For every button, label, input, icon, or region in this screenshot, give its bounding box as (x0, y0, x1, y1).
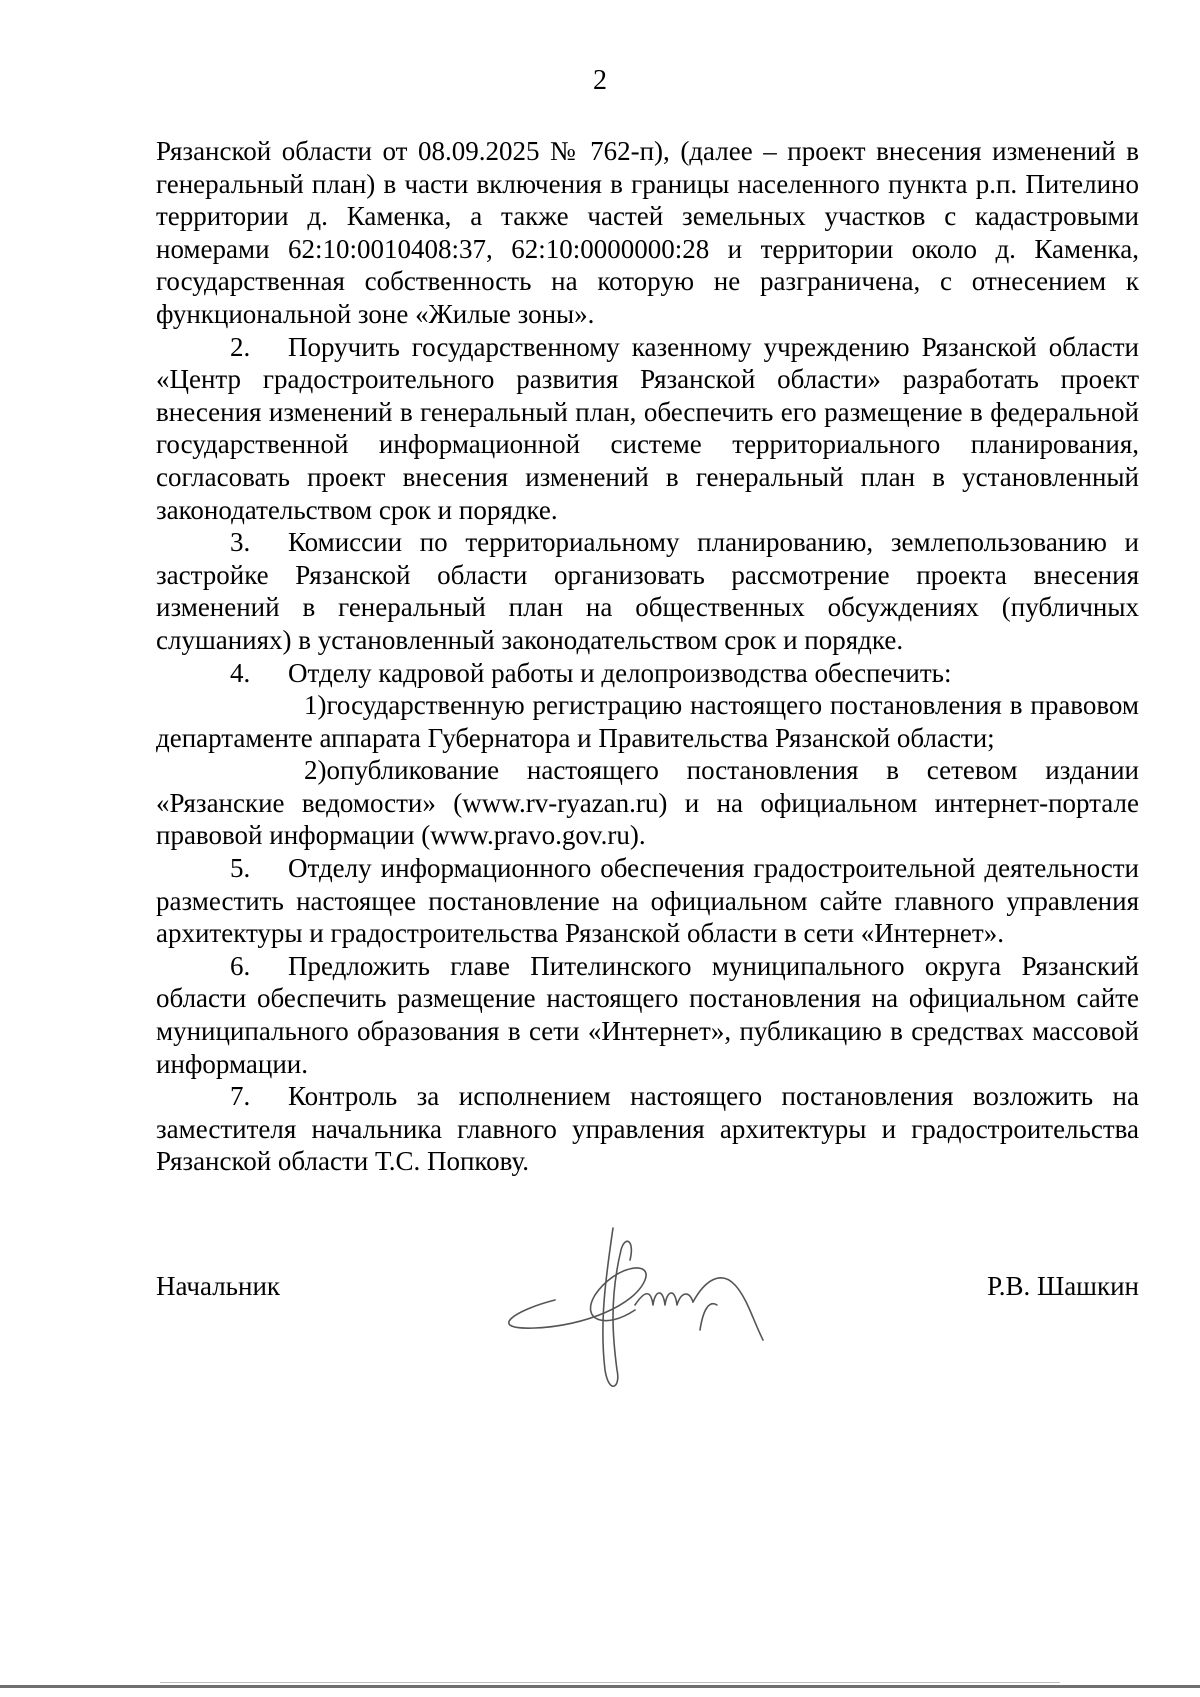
paragraph-text: Рязанской области от 08.09.2025 № 762-п), (далее – проект внесения изменений в генеральный план) в части включения в границы населенного пункта р.п. Пителино территории д. Каменка, а также частей земельных участков с кадастровыми номерами 62:10:0010408:37, 62:10:0000000:28 и территории около д. Каменка, государственная собственность на которую не разграничена, с отнесением к функциональной зоне «Жилые зоны». (156, 136, 1139, 329)
paragraph-item-4 (156, 657, 1139, 690)
divider (0, 1685, 1200, 1688)
paragraph-item-7 (156, 1080, 1139, 1178)
divider (160, 1682, 1060, 1683)
paragraph-text: Поручить государственному казенному учреждению Рязанской области «Центр градостроительного развития Рязанской области» разработать проект внесения изменений в генеральный план, обеспечить его размещение в федеральной государственной информационной системе территориального планирования, согласовать проект внесения изменений в генеральный план в установленный законодательством срок и порядке. (156, 331, 1139, 525)
item-number: 2. (230, 331, 251, 362)
paragraph-item-5 (156, 852, 1139, 950)
paragraph-text: Предложить главе Пителинского муниципального округа Рязанский области обеспечить размещение настоящего постановления на официальном сайте муниципального образования в сети «Интернет», публикацию в средствах массовой информации. (156, 950, 1139, 1079)
item-number: 3. (230, 527, 251, 558)
item-number: 6. (230, 950, 251, 981)
paragraph-item-3 (156, 526, 1139, 656)
document-body (156, 135, 1139, 1178)
paragraph-text: Комиссии по территориальному планированию, землепользованию и застройке Рязанской области организовать рассмотрение проекта внесения изменений в генеральный план на общественных обсуждениях (публичных слушаниях) в установленный законодательством срок и порядке. (156, 527, 1139, 655)
item-number: 5. (230, 853, 251, 884)
item-number: 4. (230, 657, 251, 688)
paragraph-text: опубликование настоящего постановления в сетевом издании «Рязанские ведомости» (www.rv-ryazan.ru) и на официальном интернет-портале правовой информации (www.pravo.gov.ru). (156, 755, 1139, 851)
signatory-title: Начальник (156, 1271, 281, 1301)
page-number: 2 (593, 65, 607, 96)
paragraph-text: Отделу кадровой работы и делопроизводства обеспечить: (288, 657, 952, 688)
paragraph-item-2 (156, 331, 1139, 527)
paragraph-text: Контроль за исполнением настоящего постановления возложить на заместителя начальника главного управления архитектуры и градостроительства Рязанской области Т.С. Попкову. (156, 1081, 1139, 1177)
handwritten-signature (495, 1210, 825, 1410)
item-number: 7. (230, 1081, 251, 1112)
subitem-number: 1) (304, 690, 327, 721)
paragraph-text: государственную регистрацию настоящего постановления в правовом департаменте аппарата Губернатора и Правительства Рязанской области; (156, 690, 1139, 753)
paragraph-subitem-1 (156, 689, 1139, 754)
subitem-number: 2) (304, 755, 327, 786)
paragraph-subitem-2 (156, 754, 1139, 852)
paragraph-continuation (156, 135, 1139, 331)
paragraph-text: Отделу информационного обеспечения градостроительной деятельности разместить настоящее постановление на официальном сайте главного управления архитектуры и градостроительства Рязанской области в сети «Интернет». (156, 853, 1139, 949)
paragraph-item-6 (156, 950, 1139, 1080)
signatory-name: Р.В. Шашкин (987, 1271, 1139, 1301)
